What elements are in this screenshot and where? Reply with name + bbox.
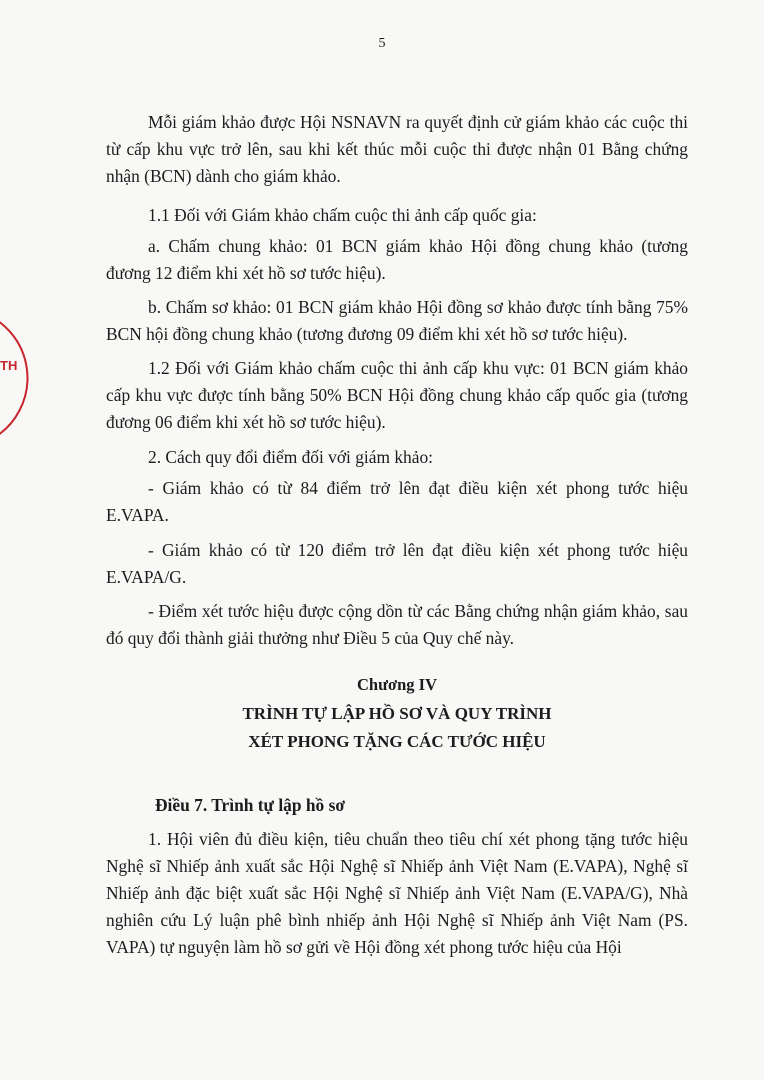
svg-text:TH: TH (0, 358, 18, 373)
paragraph-preliminary-round: b. Chấm sơ khảo: 01 BCN giám khảo Hội đồng sơ khảo được tính bằng 75% BCN hội đồng chung khảo (tương đương 09 điểm khi xét hồ sơ tước hiệu). (106, 297, 688, 344)
chapter-title (106, 700, 688, 756)
paragraph-national-contest: 1.1 Đối với Giám khảo chấm cuộc thi ảnh cấp quốc gia: (148, 205, 537, 225)
paragraph-evapa-condition: - Giám khảo có từ 84 điểm trở lên đạt điều kiện xét phong tước hiệu E.VAPA. (106, 478, 688, 525)
paragraph-regional-contest: 1.2 Đối với Giám khảo chấm cuộc thi ảnh cấp khu vực: 01 BCN giám khảo cấp khu vực được tính bằng 50% BCN Hội đồng chung khảo cấp quốc gia (tương đương 06 điểm khi xét hồ sơ tước hiệu). (106, 358, 688, 432)
page-number: 5 (378, 36, 386, 51)
paragraph-member-eligibility: 1. Hội viên đủ điều kiện, tiêu chuẩn theo tiêu chí xét phong tặng tước hiệu Nghệ sĩ Nhiếp ảnh xuất sắc Hội Nghệ sĩ Nhiếp ảnh Việt Nam (E.VAPA), Nghệ sĩ Nhiếp ảnh đặc biệt xuất sắc Hội Nghệ sĩ Nhiếp ảnh Việt Nam (E.VAPA/G), Nhà nghiên cứu Lý luận phê bình nhiếp ảnh Hội Nghệ sĩ Nhiếp ảnh Việt Nam (PS. VAPA) tự nguyện làm hồ sơ gửi về Hội đồng xét phong tước hiệu của Hội (106, 829, 688, 957)
official-stamp (0, 300, 30, 450)
chapter-title-line-2: XÉT PHONG TẶNG CÁC TƯỚC HIỆU (248, 732, 546, 751)
article-title: Điều 7. Trình tự lập hồ sơ (155, 795, 345, 815)
paragraph-conversion-method: 2. Cách quy đổi điểm đối với giám khảo: (148, 447, 433, 467)
paragraph-judge-appointment: Mỗi giám khảo được Hội NSNAVN ra quyết định cử giám khảo các cuộc thi từ cấp khu vực trở lên, sau khi kết thúc mỗi cuộc thi được nhận 01 Bằng chứng nhận (BCN) dành cho giám khảo. (106, 112, 688, 186)
paragraph-evapa-g-condition: - Giám khảo có từ 120 điểm trở lên đạt điều kiện xét phong tước hiệu E.VAPA/G. (106, 540, 688, 587)
paragraph-final-round: a. Chấm chung khảo: 01 BCN giám khảo Hội đồng chung khảo (tương đương 12 điểm khi xét hồ sơ tước hiệu). (106, 236, 688, 283)
chapter-title-line-1: TRÌNH TỰ LẬP HỒ SƠ VÀ QUY TRÌNH (242, 704, 552, 723)
paragraph-points-accumulation: - Điểm xét tước hiệu được cộng dồn từ các Bằng chứng nhận giám khảo, sau đó quy đổi thành giải thưởng như Điều 5 của Quy chế này. (106, 601, 688, 648)
chapter-label: Chương IV (356, 675, 438, 694)
